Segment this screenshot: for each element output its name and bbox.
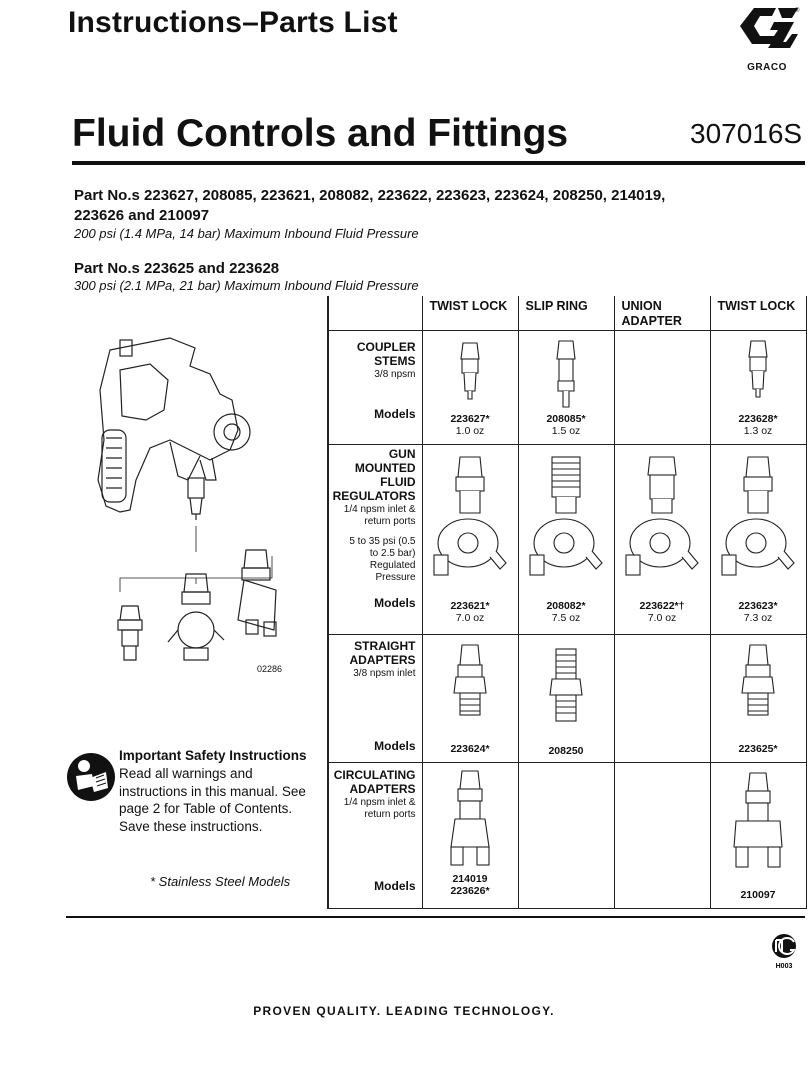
row-sublabel: 3/8 npsm: [374, 368, 416, 380]
fluid-regulator-slip-ring-icon: [526, 453, 606, 583]
stainless-footnote: * Stainless Steel Models: [150, 874, 291, 889]
corner-cell: [328, 296, 422, 330]
model-weight: 7.5 oz: [551, 611, 581, 624]
model-weight: 7.3 oz: [743, 611, 773, 624]
model-number: 214019: [452, 872, 488, 885]
table-row: [328, 330, 806, 444]
row-label-cell: [328, 634, 422, 762]
row-label-cell: [328, 762, 422, 908]
parts-table: [327, 296, 807, 909]
pressure-200psi: 200 psi (1.4 MPa, 14 bar) Maximum Inbound Fluid Pressure: [74, 226, 419, 241]
bottom-rule: [66, 916, 805, 918]
model-number: 208082*: [546, 599, 586, 612]
part-cell: [422, 634, 518, 762]
table-header-row: [328, 296, 806, 330]
fluid-regulator-union-icon: [622, 453, 702, 583]
models-label: Models: [374, 738, 416, 753]
header-title: Instructions–Parts List: [68, 6, 398, 39]
part-cell: [710, 444, 806, 634]
part-cell: [518, 444, 614, 634]
model-number: 223621*: [450, 599, 490, 612]
figure-number: 02286: [257, 664, 283, 674]
models-label: Models: [374, 595, 416, 610]
column-header: UNION ADAPTER: [614, 296, 710, 330]
fluid-regulator-icon: [430, 453, 510, 583]
safety-text: Read all warnings and instructions in this manual. See page 2 for Table of Contents. Save these instructions.: [119, 766, 306, 834]
slip-ring-stem-icon: [551, 339, 581, 409]
part-cell: [710, 330, 806, 444]
column-header: TWIST LOCK: [422, 296, 518, 330]
models-label: Models: [374, 878, 416, 893]
model-number-alt: 223626*: [450, 884, 490, 897]
model-weight: 7.0 oz: [647, 611, 677, 624]
circulating-adapter-icon: [728, 771, 788, 871]
manual-number: 307016S: [690, 118, 803, 149]
row-label: COUPLER STEMS: [356, 339, 416, 368]
part-cell-empty: [614, 762, 710, 908]
row-label-cell: [328, 444, 422, 634]
model-number: 223628*: [738, 412, 778, 425]
graco-logo-mark: [732, 4, 802, 62]
spray-gun-illustration: [60, 330, 322, 690]
straight-adapter-icon: [450, 643, 490, 729]
part-cell: [518, 330, 614, 444]
model-number: 210097: [740, 888, 776, 901]
safety-title: Important Safety Instructions: [119, 748, 307, 763]
row-label-cell: [328, 330, 422, 444]
straight-adapter-slip-ring-icon: [546, 647, 586, 733]
part-numbers-300psi: Part No.s 223625 and 223628: [74, 260, 280, 277]
coupler-stem-icon: [743, 339, 773, 399]
part-cell: [422, 444, 518, 634]
part-cell: [422, 330, 518, 444]
model-weight: 7.0 oz: [455, 611, 485, 624]
part-cell: [710, 762, 806, 908]
column-header: SLIP RING: [518, 296, 614, 330]
model-number: 208250: [548, 744, 584, 757]
graco-logo: [732, 4, 802, 76]
circulating-adapter-icon: [445, 769, 495, 869]
model-number: 208085*: [546, 412, 586, 425]
table-row: [328, 762, 806, 908]
part-cell-empty: [614, 330, 710, 444]
row-label: STRAIGHT ADAPTERS: [349, 638, 416, 667]
model-number: 223624*: [450, 742, 490, 755]
model-number: 223623*: [738, 599, 778, 612]
part-numbers-200psi: Part No.s 223627, 208085, 223621, 208082, 223622, 223623, 223624, 208250, 214019, 223626 and 210097: [74, 187, 666, 224]
part-cell-empty: [518, 762, 614, 908]
row-label: CIRCULATING ADAPTERS: [333, 767, 416, 796]
model-number: 223622*†: [639, 599, 685, 612]
row-sublabel: 1/4 npsm inlet & return ports: [343, 503, 416, 527]
pressure-300psi: 300 psi (2.1 MPa, 21 bar) Maximum Inbound Fluid Pressure: [74, 278, 419, 293]
row-sublabel: 3/8 npsm inlet: [353, 667, 416, 679]
certification-code: H003: [775, 963, 793, 970]
footer-tagline: PROVEN QUALITY. LEADING TECHNOLOGY.: [253, 1004, 555, 1018]
model-weight: 1.3 oz: [743, 424, 773, 437]
model-weight: 1.5 oz: [551, 424, 581, 437]
read-manual-icon: [66, 752, 116, 802]
part-cell: [614, 444, 710, 634]
title-rule: [72, 161, 805, 165]
column-header: TWIST LOCK: [710, 296, 806, 330]
part-cell: [518, 634, 614, 762]
part-cell-empty: [614, 634, 710, 762]
models-label: Models: [374, 406, 416, 421]
logo-text: GRACO: [747, 62, 787, 73]
part-cell: [422, 762, 518, 908]
row-sublabel: 1/4 npsm inlet & return ports: [343, 796, 416, 820]
fluid-regulator-icon: [718, 453, 798, 583]
table-row: [328, 634, 806, 762]
svg-text:®: ®: [795, 8, 800, 14]
model-number: 223627*: [450, 412, 490, 425]
model-number: 223625*: [738, 742, 778, 755]
straight-adapter-icon: [738, 643, 778, 729]
certification-mark-icon: [766, 932, 802, 972]
part-cell: [710, 634, 806, 762]
row-label: GUN MOUNTED FLUID REGULATORS: [332, 446, 416, 503]
document-title: Fluid Controls and Fittings: [72, 112, 569, 155]
table-row: [328, 444, 806, 634]
row-sublabel-2: 5 to 35 psi (0.5 to 2.5 bar) Regulated Pressure: [349, 535, 416, 583]
model-weight: 1.0 oz: [455, 424, 485, 437]
coupler-stem-icon: [455, 341, 485, 401]
